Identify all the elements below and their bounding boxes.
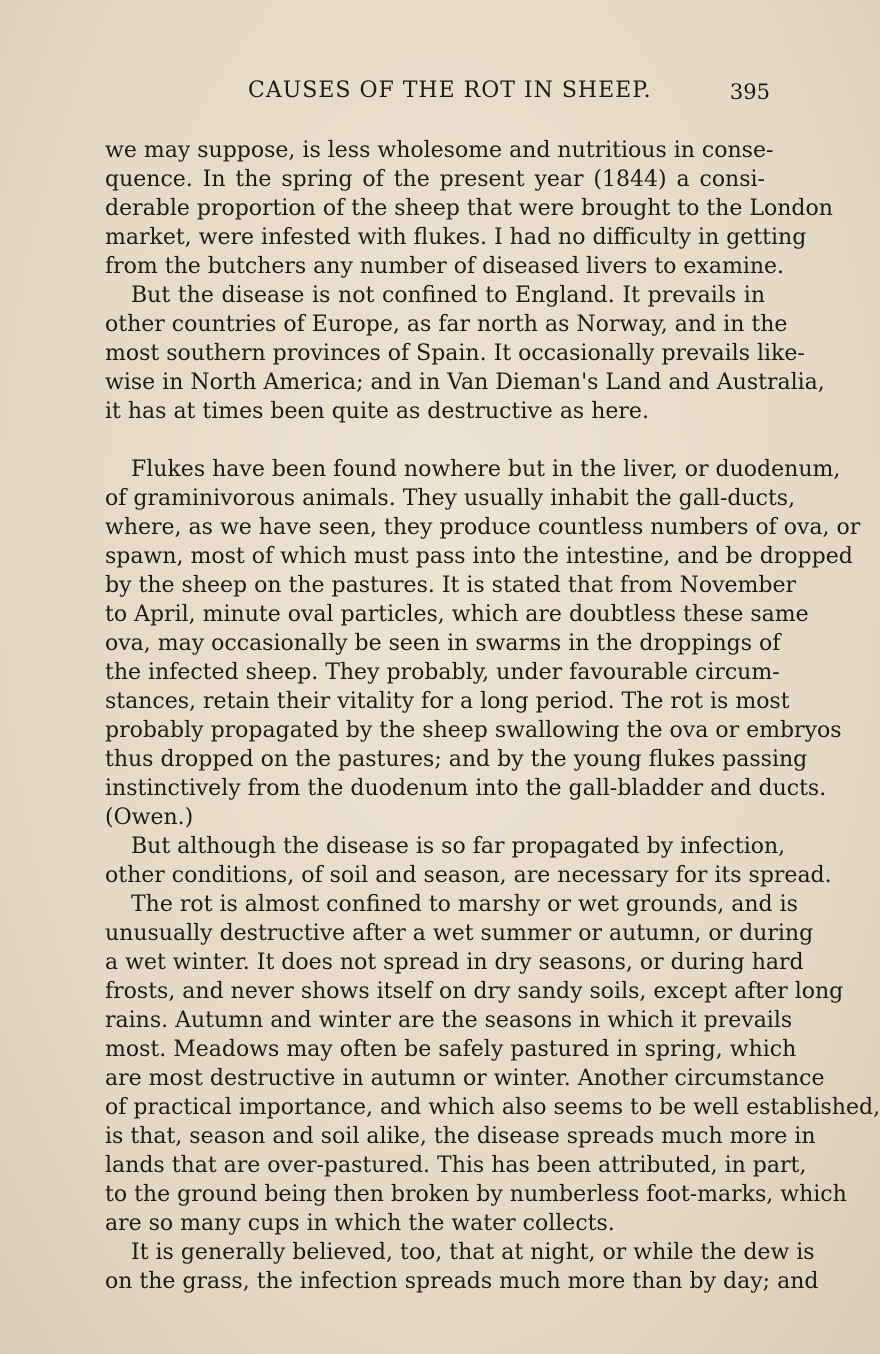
body-text bbox=[105, 136, 880, 1296]
paragraph bbox=[105, 890, 880, 1238]
page-number: 395 bbox=[729, 80, 770, 104]
text-line: of graminivorous animals. They usually inhabit the gall-ducts, bbox=[105, 486, 796, 511]
text-line: most southern provinces of Spain. It occasionally prevails like- bbox=[105, 341, 805, 366]
running-head: CAUSES OF THE ROT IN SHEEP. bbox=[248, 78, 652, 103]
text-line: are most destructive in autumn or winter. Another circumstance bbox=[105, 1066, 825, 1091]
text-line: the infected sheep. They probably, under favourable circum- bbox=[105, 660, 780, 685]
text-line: to April, minute oval particles, which are doubtless these same bbox=[105, 602, 809, 627]
text-line: on the grass, the infection spreads much more than by day; and bbox=[105, 1269, 819, 1294]
paragraph-gap bbox=[105, 426, 765, 455]
text-line: thus dropped on the pastures; and by the young flukes passing bbox=[105, 747, 808, 772]
text-line: spawn, most of which must pass into the intestine, and be dropped bbox=[105, 544, 853, 569]
text-line: of practical importance, and which also seems to be well established, bbox=[105, 1095, 880, 1120]
paragraph bbox=[105, 455, 861, 832]
text-line: But the disease is not confined to England. It prevails in bbox=[131, 283, 765, 308]
text-line: we may suppose, is less wholesome and nutritious in conse- bbox=[105, 138, 774, 163]
text-line: But although the disease is so far propagated by infection, bbox=[131, 834, 786, 859]
text-line: Flukes have been found nowhere but in the liver, or duodenum, bbox=[131, 457, 841, 482]
text-line: The rot is almost confined to marshy or wet grounds, and is bbox=[131, 892, 798, 917]
paragraph bbox=[105, 281, 825, 426]
text-line: to the ground being then broken by numberless foot-marks, which bbox=[105, 1182, 847, 1207]
text-line: derable proportion of the sheep that were brought to the London bbox=[105, 196, 833, 221]
text-line: it has at times been quite as destructive as here. bbox=[105, 399, 649, 424]
text-line: It is generally believed, too, that at night, or while the dew is bbox=[131, 1240, 815, 1265]
page-header bbox=[96, 78, 778, 112]
text-line: rains. Autumn and winter are the seasons in which it prevails bbox=[105, 1008, 793, 1033]
text-line: other conditions, of soil and season, are necessary for its spread. bbox=[105, 863, 832, 888]
text-line: by the sheep on the pastures. It is stated that from November bbox=[105, 573, 797, 598]
paragraph bbox=[105, 832, 832, 890]
text-line: frosts, and never shows itself on dry sandy soils, except after long bbox=[105, 979, 844, 1004]
text-line: (Owen.) bbox=[105, 805, 194, 830]
text-line: instinctively from the duodenum into the gall-bladder and ducts. bbox=[105, 776, 827, 801]
text-line: lands that are over-pastured. This has been attributed, in part, bbox=[105, 1153, 807, 1178]
text-line: quence. In the spring of the present year (1844) a consi- bbox=[105, 167, 765, 192]
text-line: where, as we have seen, they produce countless numbers of ova, or bbox=[105, 515, 861, 540]
paragraph bbox=[105, 136, 833, 281]
text-line: a wet winter. It does not spread in dry seasons, or during hard bbox=[105, 950, 804, 975]
text-line: stances, retain their vitality for a long period. The rot is most bbox=[105, 689, 790, 714]
text-line: most. Meadows may often be safely pastured in spring, which bbox=[105, 1037, 797, 1062]
text-line: ova, may occasionally be seen in swarms in the droppings of bbox=[105, 631, 781, 656]
text-line: from the butchers any number of diseased livers to examine. bbox=[105, 254, 785, 279]
text-line: other countries of Europe, as far north as Norway, and in the bbox=[105, 312, 788, 337]
paragraph bbox=[105, 1238, 819, 1296]
text-line: wise in North America; and in Van Dieman's Land and Australia, bbox=[105, 370, 825, 395]
text-line: are so many cups in which the water collects. bbox=[105, 1211, 615, 1236]
text-line: is that, season and soil alike, the disease spreads much more in bbox=[105, 1124, 816, 1149]
text-line: market, were infested with flukes. I had no difficulty in getting bbox=[105, 225, 807, 250]
text-line: probably propagated by the sheep swallowing the ova or embryos bbox=[105, 718, 842, 743]
text-line: unusually destructive after a wet summer or autumn, or during bbox=[105, 921, 814, 946]
